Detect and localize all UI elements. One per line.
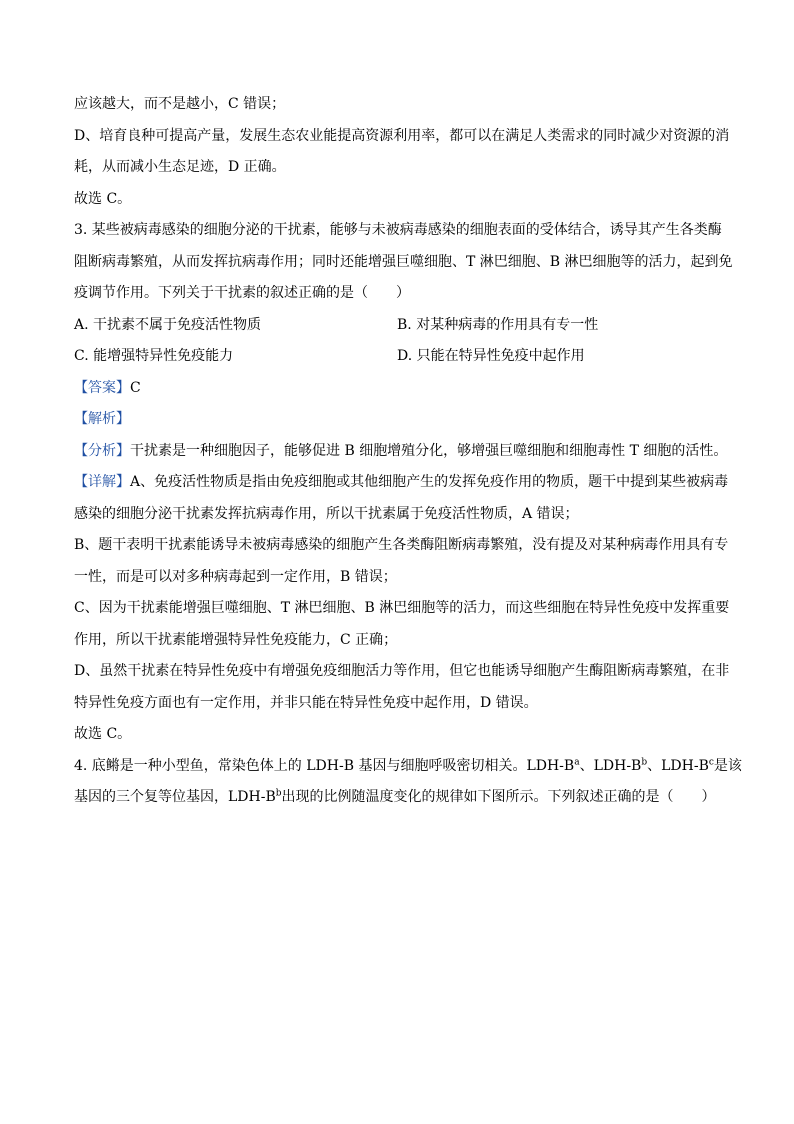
xiangjie-tag: 【详解】 (74, 474, 130, 490)
q3-b-line-2: 一性，而是可以对多种病毒起到一定作用，B 错误； (74, 569, 397, 585)
q4-sup-c: c (708, 757, 714, 768)
q4-sup-b-2: b (275, 788, 282, 799)
prev-answer-line-1: 应该越大，而不是越小，C 错误； (74, 96, 286, 112)
q3-stem-line-3: 疫调节作用。下列关于干扰素的叙述正确的是（ ） (74, 285, 410, 301)
q4-text-3: 、LDH-B (647, 758, 709, 774)
prev-answer-line-3: 耗，从而减小生态足迹，D 正确。 (74, 159, 286, 175)
q3-answer (74, 378, 734, 398)
q3-option-c: C. 能增强特异性免疫能力 (74, 348, 234, 364)
q4-text-4: 是该 (713, 758, 742, 774)
fenxi-text: 干扰素是一种细胞因子，能够促进 B 细胞增殖分化，够增强巨噬细胞和细胞毒性 T 细胞的活性。 (130, 443, 728, 459)
q4-stem-line-2 (74, 787, 734, 807)
q3-analysis-heading (74, 409, 734, 429)
q3-b-line-1: B、题干表明干扰素能诱导未被病毒感染的细胞产生各类酶阻断病毒繁殖，没有提及对某种病毒作用具有专 (74, 537, 729, 553)
q3-option-b: B. 对某种病毒的作用具有专一性 (397, 317, 599, 333)
q3-stem-line-2: 阻断病毒繁殖，从而发挥抗病毒作用；同时还能增强巨噬细胞、T 淋巴细胞、B 淋巴细胞等的活力，起到免 (74, 254, 733, 270)
q4-sup-a: a (574, 757, 580, 768)
analysis-tag: 【解析】 (74, 411, 130, 427)
q4-text-1: 4. 底鳉是一种小型鱼，常染色体上的 LDH-B 基因与细胞呼吸密切相关。LDH-B (74, 758, 575, 774)
q4-text-2: 、LDH-B (579, 758, 642, 774)
q3-c-line-2: 作用，所以干扰素能增强特异性免疫能力，C 正确； (74, 632, 398, 648)
q4-sup-b: b (641, 757, 648, 768)
q3-option-d: D. 只能在特异性免疫中起作用 (397, 348, 585, 364)
q3-conclusion: 故选 C。 (74, 726, 132, 742)
xiangjie-text: A、免疫活性物质是指由免疫细胞或其他细胞产生的发挥免疫作用的物质，题干中提到某些被病毒 (130, 474, 729, 490)
q3-xiangjie-line-1 (74, 472, 734, 492)
q3-option-a: A. 干扰素不属于免疫活性物质 (74, 317, 262, 333)
q3-d-line-1: D、虽然干扰素在特异性免疫中有增强免疫细胞活力等作用，但它也能诱导细胞产生酶阻断病毒繁殖，在非 (74, 663, 730, 679)
q3-d-line-2: 特异性免疫方面也有一定作用，并非只能在特异性免疫中起作用，D 错误。 (74, 695, 538, 711)
q3-fenxi (74, 441, 734, 461)
q3-stem-line-1: 3. 某些被病毒感染的细胞分泌的干扰素，能够与未被病毒感染的细胞表面的受体结合，诱导其产生各类酶 (74, 222, 722, 238)
answer-tag: 【答案】 (74, 380, 130, 396)
prev-answer-conclusion: 故选 C。 (74, 191, 132, 207)
fenxi-tag: 【分析】 (74, 443, 130, 459)
q3-c-line-1: C、因为干扰素能增强巨噬细胞、T 淋巴细胞、B 淋巴细胞等的活力，而这些细胞在特异性免疫中发挥重要 (74, 600, 730, 616)
q3-xiangjie-line-2: 感染的细胞分泌干扰素发挥抗病毒作用，所以干扰素属于免疫活性物质，A 错误； (74, 506, 579, 522)
q4-text-6: 出现的比例随温度变化的规律如下图所示。下列叙述正确的是（ ） (281, 789, 716, 805)
q4-text-5: 基因的三个复等位基因，LDH-B (74, 789, 276, 805)
q4-stem-line-1 (74, 756, 742, 776)
answer-value: C (130, 380, 141, 396)
prev-answer-line-2: D、培育良种可提高产量，发展生态农业能提高资源利用率，都可以在满足人类需求的同时减少对资源的消 (74, 128, 730, 144)
